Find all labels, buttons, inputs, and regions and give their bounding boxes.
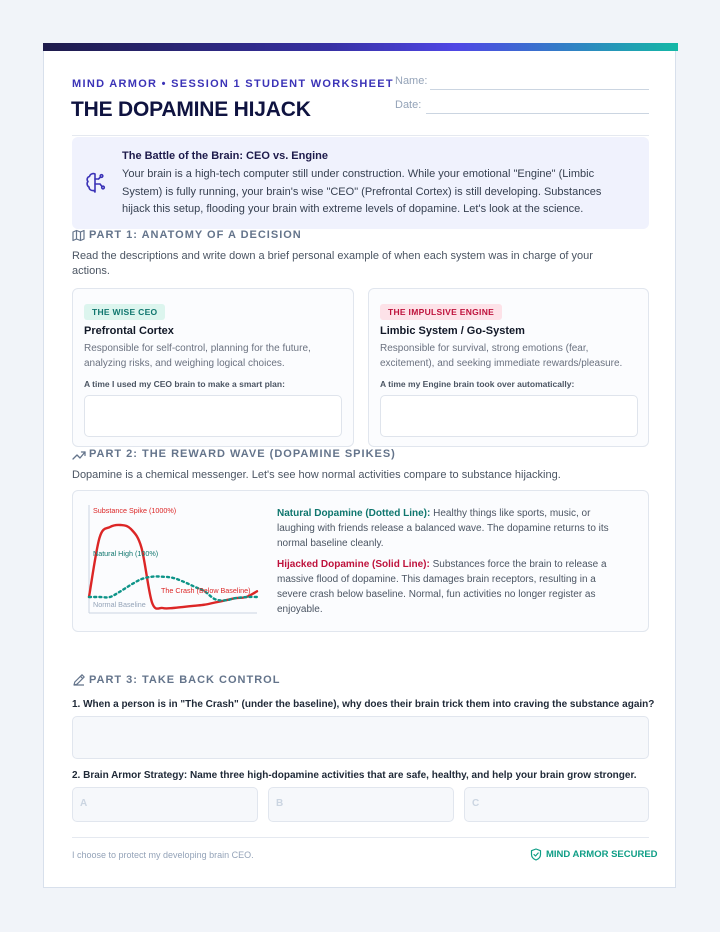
shield-check-icon [530, 848, 542, 866]
name-field[interactable] [430, 89, 649, 90]
annotation-crash: The Crash (Below Baseline) [161, 586, 251, 595]
answer-letter-b: B [276, 798, 284, 809]
answer-box-a[interactable] [72, 787, 258, 822]
engine-card [368, 288, 649, 447]
worksheet-page [43, 43, 676, 888]
intro-callout [72, 137, 649, 229]
trending-up-icon [72, 448, 86, 466]
ceo-card [72, 288, 354, 447]
engine-card-title: Limbic System / Go-System [380, 325, 525, 337]
hijacked-dopamine-label: Hijacked Dopamine (Solid Line): [277, 559, 430, 570]
date-field[interactable] [426, 113, 649, 114]
engine-card-desc: Responsible for survival, strong emotions (fear, excitement), and seeking immediate rewards/pleasure. [380, 343, 623, 369]
natural-dopamine-label: Natural Dopamine (Dotted Line): [277, 508, 431, 519]
annotation-substance-spike: Substance Spike (1000%) [93, 506, 177, 515]
date-label: Date: [395, 99, 422, 111]
ceo-card-desc: Responsible for self-control, planning for the future, analyzing risks, and weighing logical choices. [84, 343, 311, 369]
natural-dopamine-desc: Healthy things like sports, music, or laughing with friends release a balanced wave. The dopamine returns to its normal baseline cleanly. [277, 508, 609, 549]
part1-heading: PART 1: ANATOMY OF A DECISION [89, 229, 302, 241]
header-accent-bar [43, 43, 678, 51]
question-1-answer-box[interactable] [72, 716, 649, 759]
answer-letter-a: A [80, 798, 88, 809]
part2-instructions: Dopamine is a chemical messenger. Let's see how normal activities compare to substance hijacking. [72, 469, 561, 481]
reward-wave-card [72, 490, 649, 632]
question-2: 2. Brain Armor Strategy: Name three high-dopamine activities that are safe, healthy, and help your brain grow stronger. [72, 770, 637, 781]
brain-icon [84, 170, 110, 201]
header-divider [72, 135, 649, 136]
natural-dopamine-text [277, 506, 627, 551]
annotation-normal-baseline: Normal Baseline [93, 600, 146, 609]
ceo-card-prompt: A time I used my CEO brain to make a smart plan: [84, 379, 285, 389]
map-icon [72, 229, 85, 247]
annotation-natural-high: Natural High (100%) [93, 549, 159, 558]
footer-pledge: I choose to protect my developing brain CEO. [72, 850, 254, 860]
part3-heading: PART 3: TAKE BACK CONTROL [89, 674, 281, 686]
answer-box-b[interactable] [268, 787, 454, 822]
intro-text: Your brain is a high-tech computer still under construction. While your emotional "Engine" (Limbic System) is fully running, your brain's wise "CEO" (Prefrontal Cortex) is still developing. Substances hijack this setup, flooding your brain with extreme levels of dopamine. Let's look at the science. [122, 168, 602, 215]
answer-letter-c: C [472, 798, 480, 809]
ceo-tag: THE WISE CEO [84, 304, 165, 320]
hijacked-dopamine-text [277, 557, 627, 617]
part1-instructions: Read the descriptions and write down a brief personal example of when each system was in charge of your actions. [72, 250, 593, 277]
ceo-card-title: Prefrontal Cortex [84, 325, 174, 337]
question-1: 1. When a person is in "The Crash" (under the baseline), why does their brain trick them into craving the substance again? [72, 699, 655, 710]
hijacked-dopamine-desc: Substances force the brain to release a massive flood of dopamine. This damages brain receptors, resulting in a severe crash below baseline. Normal, fun activities no longer register as enjoyable. [277, 559, 607, 615]
footer-divider [72, 837, 649, 838]
worksheet-kicker: MIND ARMOR • SESSION 1 STUDENT WORKSHEET [72, 78, 394, 90]
part2-heading: PART 2: THE REWARD WAVE (DOPAMINE SPIKES) [89, 448, 396, 460]
intro-title: The Battle of the Brain: CEO vs. Engine [122, 150, 328, 162]
footer-badge: MIND ARMOR SECURED [546, 849, 658, 860]
page-title: THE DOPAMINE HIJACK [71, 98, 311, 121]
answer-box-c[interactable] [464, 787, 649, 822]
name-label: Name: [395, 75, 428, 87]
engine-card-prompt: A time my Engine brain took over automatically: [380, 379, 575, 389]
engine-tag: THE IMPULSIVE ENGINE [380, 304, 502, 320]
dopamine-wave-chart [83, 499, 263, 623]
ceo-answer-box[interactable] [84, 395, 342, 437]
engine-answer-box[interactable] [380, 395, 638, 437]
pencil-icon [72, 673, 86, 692]
